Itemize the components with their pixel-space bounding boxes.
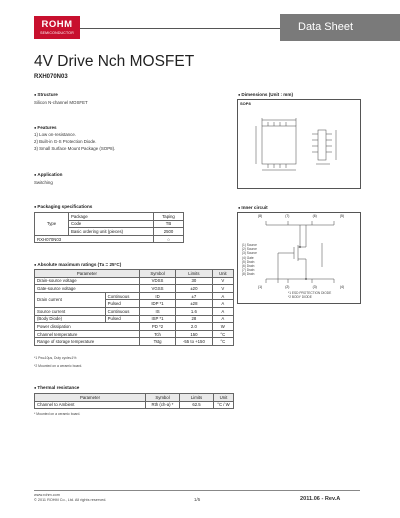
pin-label: (2) [285, 285, 290, 289]
abs-max-heading: ●Absolute maximum ratings (Ta = 25°C) [34, 262, 122, 267]
table-cell: PD *2 [139, 323, 175, 331]
page-number: 1/5 [194, 497, 201, 502]
pin-function: (8) Drain [242, 272, 255, 277]
packaging-heading: ●Packaging specifications [34, 204, 93, 209]
circuit-notes [288, 291, 331, 299]
header [0, 14, 400, 42]
table-cell: VDSS [139, 277, 175, 285]
bullet-icon: ● [238, 205, 241, 210]
bullet-icon: ● [34, 204, 37, 209]
application-heading: ●Application [34, 172, 63, 177]
pin-label: (4) [339, 285, 344, 289]
column-header: Parameter [35, 394, 146, 402]
logo-main-text: ROHM [41, 19, 73, 30]
table-row [35, 285, 234, 293]
table-cell: IDP *1 [139, 300, 175, 308]
abs-max-table [34, 269, 234, 346]
table-row [35, 307, 234, 315]
pin-function: (3) Source [242, 251, 257, 256]
pin-function: (4) Gate [242, 255, 254, 260]
pin-label: (6) [312, 214, 317, 218]
table-cell: 2500 [154, 228, 184, 236]
column-header: Limits [176, 270, 212, 278]
table-cell: A [212, 292, 233, 300]
table-cell: ID [139, 292, 175, 300]
table-cell: A [212, 307, 233, 315]
features-heading: ●Features [34, 125, 57, 130]
table-cell: VGSS [139, 285, 175, 293]
table-cell: Tstg [139, 338, 175, 346]
table-cell: Drain-source voltage [35, 277, 140, 285]
thermal-heading: ●Thermal resistance [34, 385, 80, 390]
table-cell: 2.0 [176, 323, 212, 331]
table-cell: Source current [35, 307, 106, 315]
table-cell: A [212, 315, 233, 323]
bullet-icon: ● [34, 385, 37, 390]
bullet-icon: ● [34, 92, 37, 97]
table-cell: RXH070N03 [35, 235, 154, 243]
table-cell: Channel temperature [35, 330, 140, 338]
table-header-row [35, 394, 234, 402]
feature-item: 2) Built-in G-S Protection Diode. [34, 139, 97, 145]
table-header-row [35, 270, 234, 278]
table-row [35, 401, 234, 409]
table-cell: Code [69, 220, 154, 228]
abs-max-note: *2 Mounted on a ceramic board. [34, 364, 83, 368]
pin-function-list [242, 243, 257, 277]
footer-left [34, 493, 106, 504]
table-cell: Continuous [105, 292, 139, 300]
footer-website: www.rohm.com [34, 493, 60, 497]
table-cell: Rth (ch-a) * [146, 401, 180, 409]
column-header: Unit [214, 394, 234, 402]
structure-text: Silicon N-channel MOSFET [34, 100, 88, 105]
table-cell: 150 [176, 330, 212, 338]
part-number: RXH070N03 [34, 74, 68, 80]
table-cell: ISP *1 [139, 315, 175, 323]
circuit-note: *1 ESD PROTECTION DIODE [288, 291, 332, 295]
pin-function: (2) Source [242, 247, 257, 252]
inner-circuit-heading: ●Inner circuit [238, 205, 268, 210]
bullet-icon: ● [34, 262, 37, 267]
column-header: Unit [212, 270, 233, 278]
table-cell: Package [69, 213, 154, 221]
revision-date: 2011.06 - Rev.A [300, 496, 341, 502]
table-cell: ±28 [176, 300, 212, 308]
data-sheet-tab: Data Sheet [280, 14, 400, 41]
table-row [35, 323, 234, 331]
top-pin-labels [258, 214, 344, 218]
table-cell: (Body Diode) [35, 315, 106, 323]
table-cell: -55 to +150 [176, 338, 212, 346]
footer-rule [34, 490, 360, 491]
bullet-icon: ● [238, 92, 241, 97]
table-row [35, 277, 234, 285]
column-header: Symbol [139, 270, 175, 278]
type-label: Type [35, 213, 69, 236]
dimensions-figure [237, 99, 361, 189]
column-header: Limits [180, 394, 214, 402]
table-cell: 62.5 [180, 401, 214, 409]
table-cell: Pulsed [105, 300, 139, 308]
pin-function: (6) Drain [242, 264, 255, 269]
table-cell: TB [154, 220, 184, 228]
dimensions-heading: ●Dimensions (Unit : mm) [238, 92, 293, 97]
table-row [35, 292, 234, 300]
table-cell: °C [212, 330, 233, 338]
table-row [35, 213, 184, 221]
table-cell: Gate-source voltage [35, 285, 140, 293]
pin-function: (1) Source [242, 243, 257, 247]
package-label: SOP8 [240, 101, 251, 106]
bullet-icon: ● [34, 125, 37, 130]
table-cell: ±7 [176, 292, 212, 300]
table-row [35, 235, 184, 243]
table-cell: Power dissipation [35, 323, 140, 331]
table-cell: Taping [154, 213, 184, 221]
table-cell: °C [212, 338, 233, 346]
table-cell: Range of storage temperature [35, 338, 140, 346]
rohm-logo [34, 16, 80, 39]
table-row [35, 330, 234, 338]
table-row [35, 315, 234, 323]
feature-item: 1) Low on-resistance. [34, 132, 76, 137]
structure-heading: ●Structure [34, 92, 58, 97]
table-cell: °C / W [214, 401, 234, 409]
table-cell: V [212, 277, 233, 285]
table-cell: Pulsed [105, 315, 139, 323]
table-cell: Basic ordering unit (pieces) [69, 228, 154, 236]
table-cell: Continuous [105, 307, 139, 315]
circuit-note: *2 BODY DIODE [288, 295, 312, 299]
table-cell: 1.6 [176, 307, 212, 315]
table-cell: A [212, 300, 233, 308]
pin-label: (7) [285, 214, 290, 218]
inner-circuit-figure [237, 212, 361, 304]
table-cell: IS [139, 307, 175, 315]
table-cell: 28 [176, 315, 212, 323]
table-cell: 30 [176, 277, 212, 285]
table-row [35, 338, 234, 346]
pin-function: (5) Drain [242, 259, 255, 264]
thermal-table [34, 393, 234, 409]
logo-sub-text: SEMICONDUCTOR [40, 31, 74, 35]
page-title: 4V Drive Nch MOSFET [34, 53, 195, 70]
column-header: Parameter [35, 270, 140, 278]
package-outline-drawing [238, 100, 362, 190]
bullet-icon: ● [34, 172, 37, 177]
abs-max-note: *1 Pw≤10μs, Duty cycle≤1% [34, 356, 77, 360]
packaging-table [34, 212, 184, 243]
table-cell: Tch [139, 330, 175, 338]
pin-label: (1) [258, 285, 263, 289]
table-cell: ○ [154, 235, 184, 243]
table-cell: ±20 [176, 285, 212, 293]
feature-item: 3) Small Surface Mount Package (SOP8). [34, 146, 116, 152]
thermal-note: * Mounted on a ceramic board. [34, 412, 81, 416]
application-text: Switching [34, 180, 53, 185]
pin-label: (3) [312, 285, 317, 289]
table-cell: W [212, 323, 233, 331]
table-cell: V [212, 285, 233, 293]
table-cell: Channel to Ambient [35, 401, 146, 409]
table-cell: Drain current [35, 292, 106, 307]
column-header: Symbol [146, 394, 180, 402]
pin-label: (5) [339, 214, 344, 218]
footer-copyright: © 2011 ROHM Co., Ltd. All rights reserved. [34, 498, 107, 503]
pin-label: (8) [258, 214, 263, 218]
features-list [34, 131, 115, 153]
pin-function: (7) Drain [242, 268, 255, 273]
bottom-pin-labels [258, 285, 344, 289]
